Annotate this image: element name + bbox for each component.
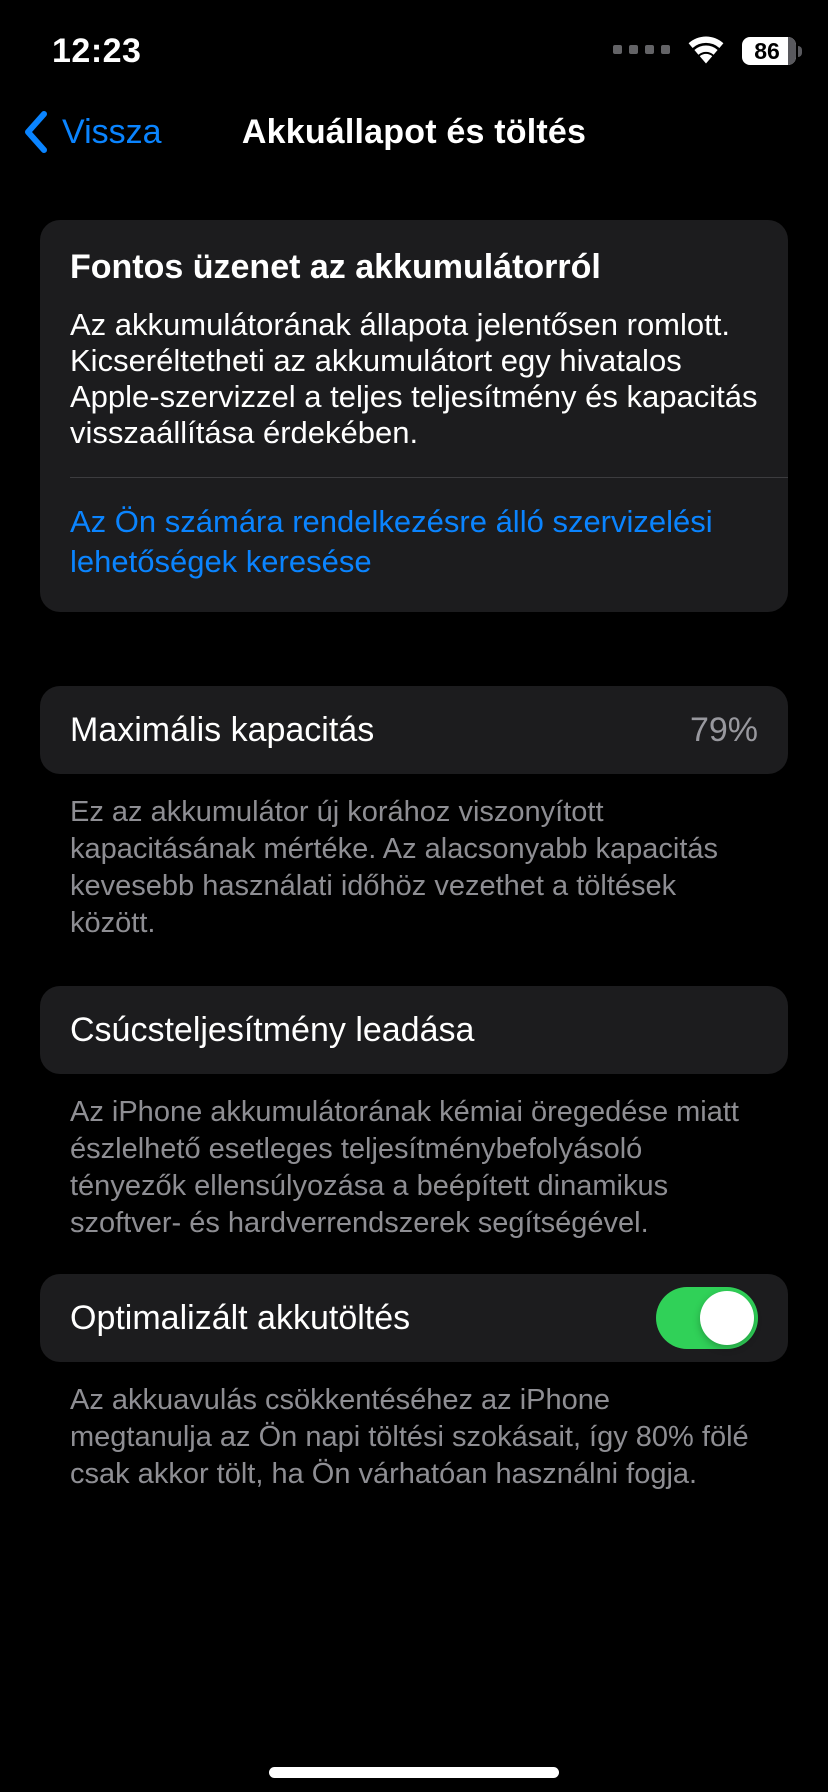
nav-bar	[0, 88, 828, 176]
settings-content	[0, 220, 828, 1493]
page-title: Akkuállapot és töltés	[241, 112, 587, 151]
battery-empty-segment	[788, 37, 796, 65]
divider	[70, 477, 788, 478]
peak-performance-footer: Az iPhone akkumulátorának kémiai öregedése miatt észlelhető esetleges teljesítménybefolyásoló tényezők ellensúlyozása a beépített dinamikus szoftver- és hardverrendszerek segítségével.	[70, 1096, 739, 1239]
wifi-icon	[684, 35, 728, 67]
service-options-link[interactable]: Az Ön számára rendelkezésre álló szervizelési lehetőségek keresése	[70, 504, 713, 579]
battery-percent: 86	[754, 37, 780, 64]
status-time: 12:23	[52, 31, 142, 70]
battery-icon	[742, 37, 802, 65]
optimized-charging-footer: Az akkuavulás csökkentéséhez az iPhone megtanulja az Ön napi töltési szokásait, így 80% fölé csak akkor tölt, ha Ön várhatóan használni fogja.	[70, 1384, 749, 1490]
optimized-charging-label: Optimalizált akkutöltés	[70, 1298, 411, 1337]
max-capacity-row	[40, 686, 788, 774]
optimized-charging-row	[40, 1274, 788, 1362]
toggle-knob	[700, 1291, 754, 1345]
cellular-signal-icon	[613, 45, 670, 58]
important-message-title: Fontos üzenet az akkumulátorról	[70, 248, 601, 286]
back-button-label: Vissza	[62, 112, 162, 151]
important-message-body: Az akkumulátorának állapota jelentősen romlott. Kicseréltetheti az akkumulátort egy hivatalos Apple-szervizzel a teljes teljesítmény és kapacitás visszaállítása érdekében.	[70, 307, 758, 450]
important-message-card	[40, 220, 788, 612]
home-indicator[interactable]	[269, 1767, 559, 1778]
peak-performance-row[interactable]	[40, 986, 788, 1074]
chevron-left-icon	[24, 111, 48, 153]
status-bar	[0, 0, 828, 88]
max-capacity-label: Maximális kapacitás	[70, 710, 375, 749]
back-button[interactable]	[24, 88, 162, 176]
max-capacity-value: 79%	[689, 710, 758, 749]
status-icons	[613, 35, 802, 67]
peak-performance-label: Csúcsteljesítmény leadása	[70, 1010, 475, 1049]
max-capacity-footer: Ez az akkumulátor új korához viszonyított kapacitásának mértéke. Az alacsonyabb kapacitás kevesebb használati időhöz vezethet a töltések között.	[70, 796, 719, 939]
battery-cap	[798, 46, 802, 57]
optimized-charging-toggle[interactable]	[656, 1287, 758, 1349]
